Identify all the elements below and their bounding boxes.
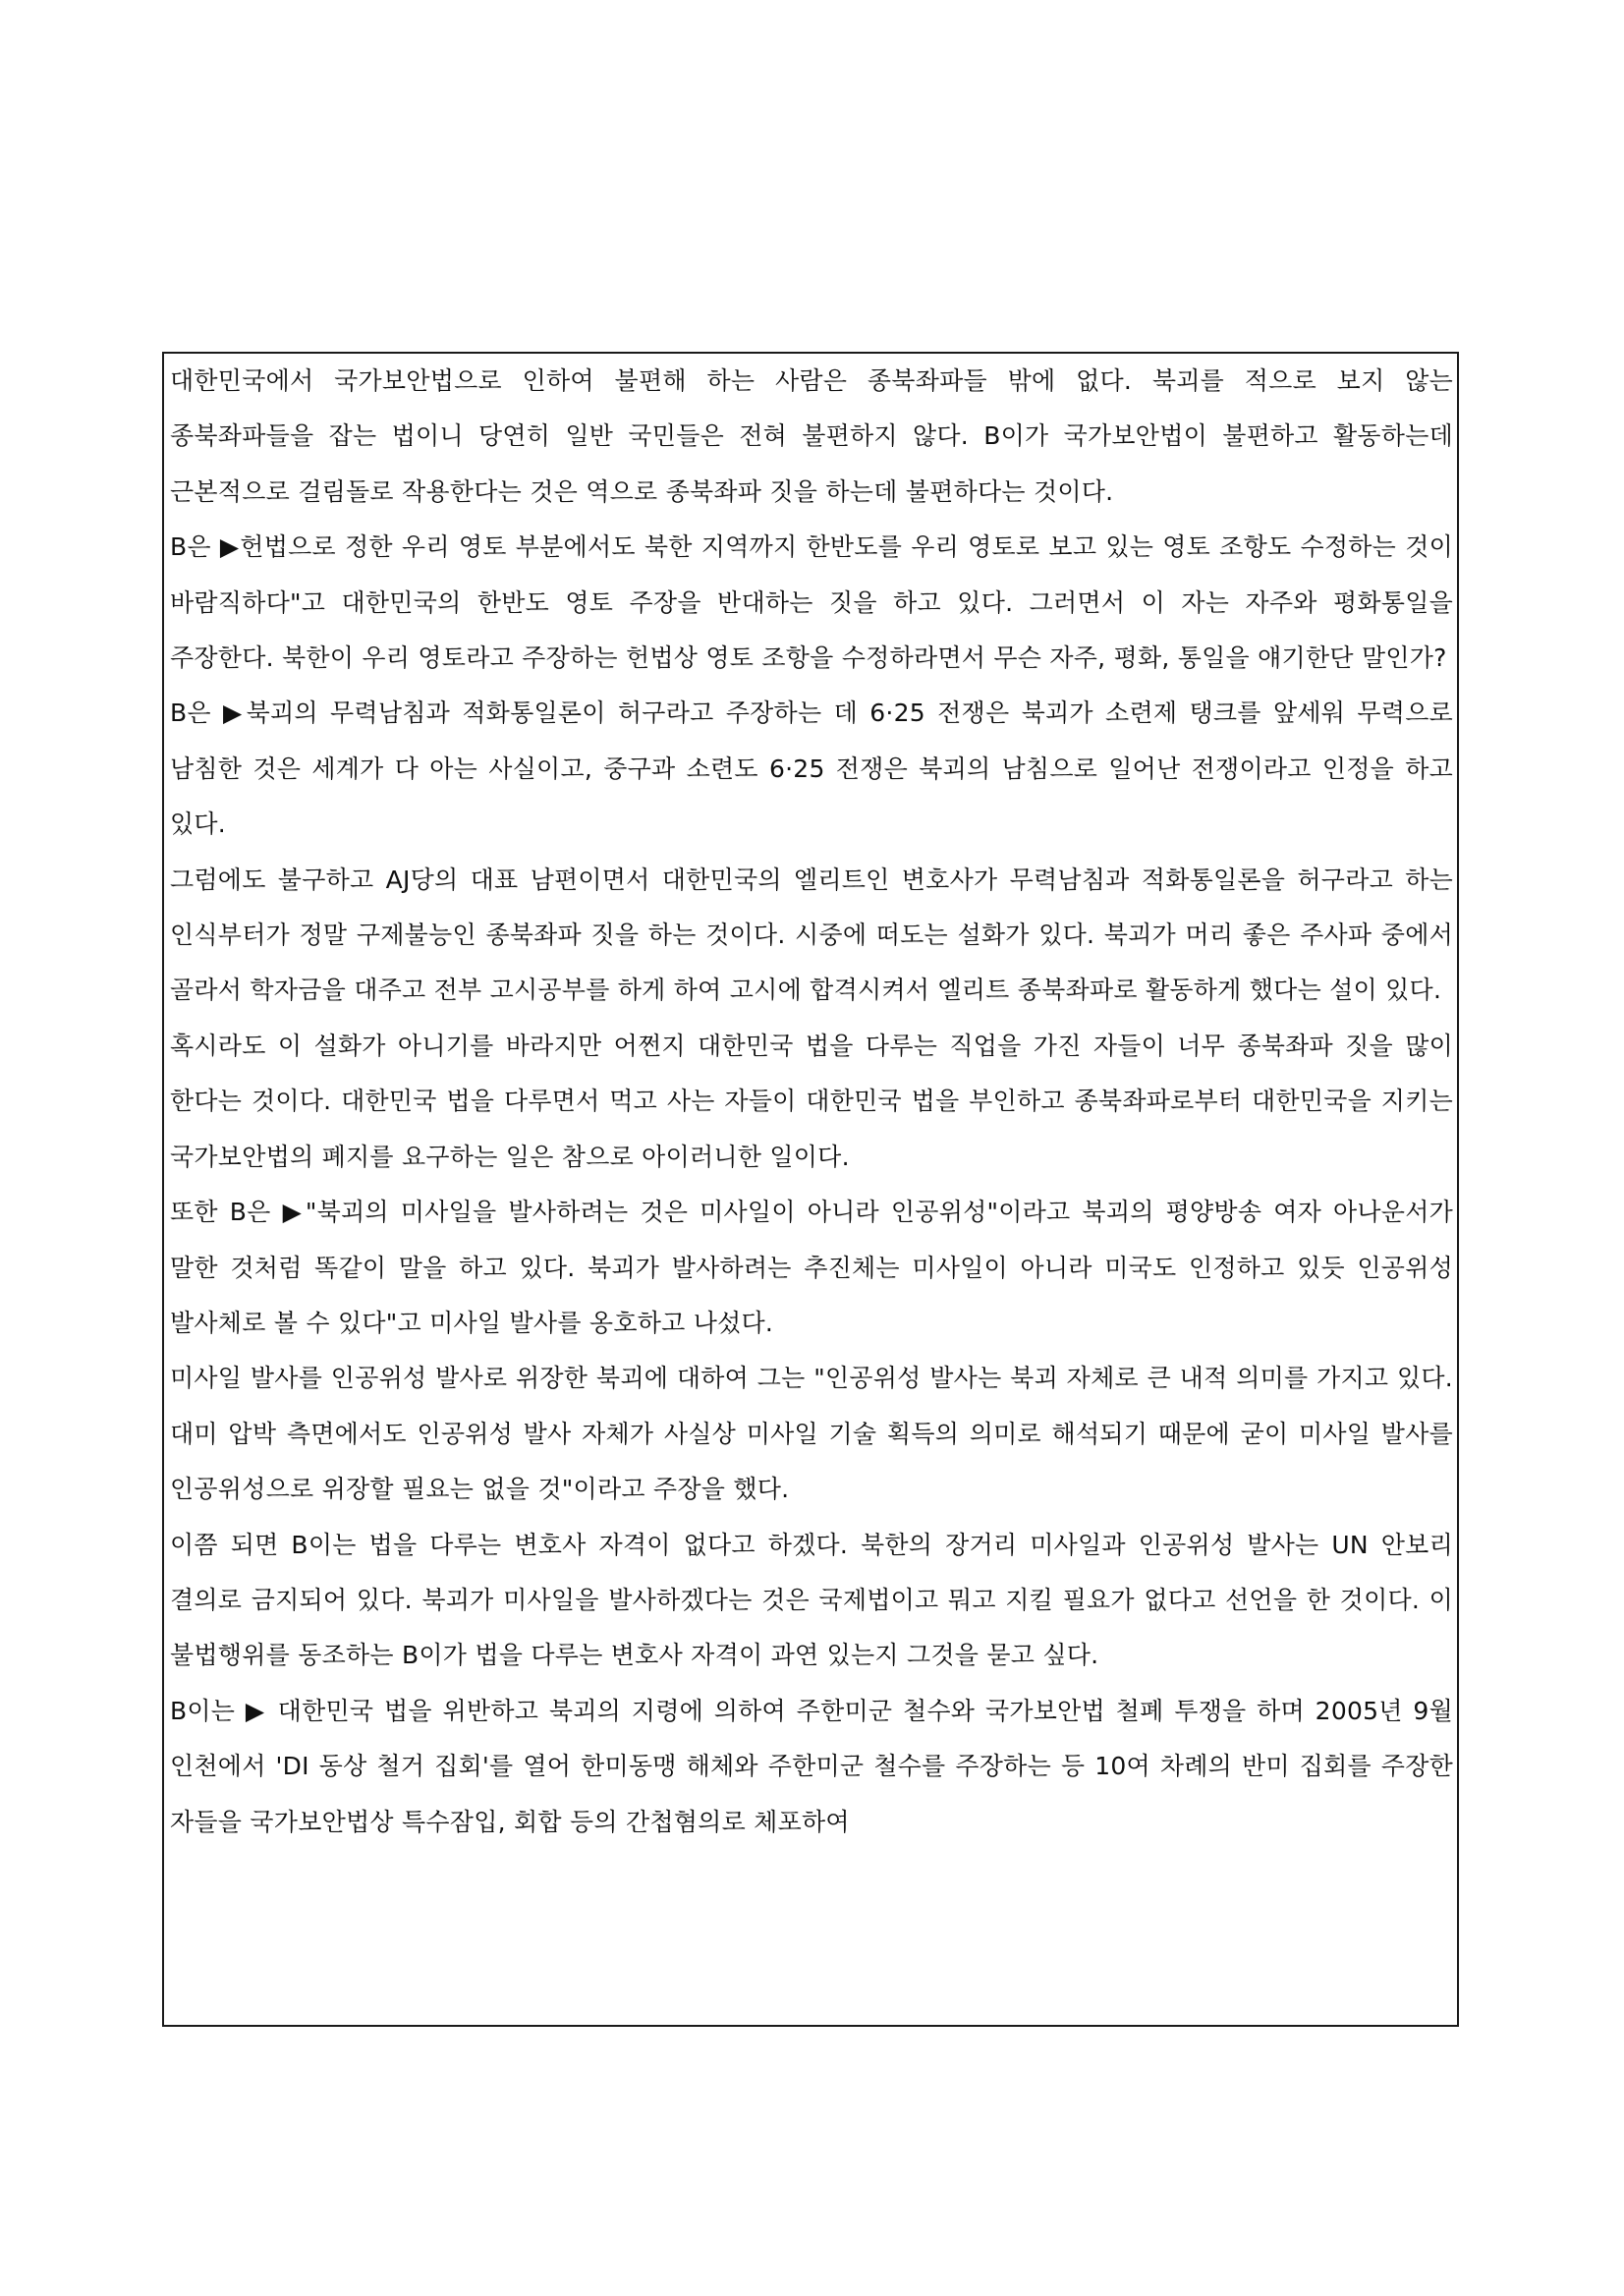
- paragraph-3: B은 ▶북괴의 무력남침과 적화통일론이 허구라고 주장하는 데 6·25 전쟁은 북괴가 소련제 탱크를 앞세워 무력으로 남침한 것은 세계가 다 아는 사실이고, 중구과 소련도 6·25 전쟁은 북괴의 남침으로 일어난 전쟁이라고 인정을 하고 있다.: [170, 699, 1453, 839]
- paragraph-9: B이는 ▶ 대한민국 법을 위반하고 북괴의 지령에 의하여 주한미군 철수와 국가보안법 철폐 투쟁을 하며 2005년 9월 인천에서 'DI 동상 철거 집회'를 열어 한미동맹 해체와 주한미군 철수를 주장하는 등 10여 차례의 반미 집회를 주장한 자들을 국가보안법상 특수잠입, 회합 등의 간첩혐의로 체포하여: [170, 1696, 1453, 1836]
- article-text-box: [162, 352, 1459, 2027]
- paragraph-4: 그럼에도 불구하고 AJ당의 대표 남편이면서 대한민국의 엘리트인 변호사가 무력남침과 적화통일론을 허구라고 하는 인식부터가 정말 구제불능인 종북좌파 짓을 하는 것이다. 시중에 떠도는 설화가 있다. 북괴가 머리 좋은 주사파 중에서 골라서 학자금을 대주고 전부 고시공부를 하게 하여 고시에 합격시켜서 엘리트 종북좌파로 활동하게 했다는 설이 있다.: [170, 865, 1453, 1005]
- paragraph-5: 혹시라도 이 설화가 아니기를 바라지만 어쩐지 대한민국 법을 다루는 직업을 가진 자들이 너무 종북좌파 짓을 많이 한다는 것이다. 대한민국 법을 다루면서 먹고 사는 자들이 대한민국 법을 부인하고 종북좌파로부터 대한민국을 지키는 국가보안법의 폐지를 요구하는 일은 참으로 아이러니한 일이다.: [170, 1031, 1453, 1171]
- paragraph-6: 또한 B은 ▶"북괴의 미사일을 발사하려는 것은 미사일이 아니라 인공위성"이라고 북괴의 평양방송 여자 아나운서가 말한 것처럼 똑같이 말을 하고 있다. 북괴가 발사하려는 추진체는 미사일이 아니라 미국도 인정하고 있듯 인공위성 발사체로 볼 수 있다"고 미사일 발사를 옹호하고 나섰다.: [170, 1198, 1453, 1337]
- paragraph-8: 이쯤 되면 B이는 법을 다루는 변호사 자격이 없다고 하겠다. 북한의 장거리 미사일과 인공위성 발사는 UN 안보리 결의로 금지되어 있다. 북괴가 미사일을 발사하겠다는 것은 국제법이고 뭐고 지킬 필요가 없다고 선언을 한 것이다. 이 불법행위를 동조하는 B이가 법을 다루는 변호사 자격이 과연 있는지 그것을 묻고 싶다.: [170, 1530, 1453, 1670]
- paragraph-1: 대한민국에서 국가보안법으로 인하여 불편해 하는 사람은 종북좌파들 밖에 없다. 북괴를 적으로 보지 않는 종북좌파들을 잡는 법이니 당연히 일반 국민들은 전혀 불편하지 않다. B이가 국가보안법이 불편하고 활동하는데 근본적으로 걸림돌로 작용한다는 것은 역으로 종북좌파 짓을 하는데 불편하다는 것이다.: [170, 366, 1453, 506]
- paragraph-7: 미사일 발사를 인공위성 발사로 위장한 북괴에 대하여 그는 "인공위성 발사는 북괴 자체로 큰 내적 의미를 가지고 있다. 대미 압박 측면에서도 인공위성 발사 자체가 사실상 미사일 기술 획득의 의미로 해석되기 때문에 굳이 미사일 발사를 인공위성으로 위장할 필요는 없을 것"이라고 주장을 했다.: [170, 1364, 1453, 1504]
- paragraph-2: B은 ▶헌법으로 정한 우리 영토 부분에서도 북한 지역까지 한반도를 우리 영토로 보고 있는 영토 조항도 수정하는 것이 바람직하다"고 대한민국의 한반도 영토 주장을 반대하는 짓을 하고 있다. 그러면서 이 자는 자주와 평화통일을 주장한다. 북한이 우리 영토라고 주장하는 헌법상 영토 조항을 수정하라면서 무슨 자주, 평화, 통일을 얘기한단 말인가?: [170, 532, 1453, 673]
